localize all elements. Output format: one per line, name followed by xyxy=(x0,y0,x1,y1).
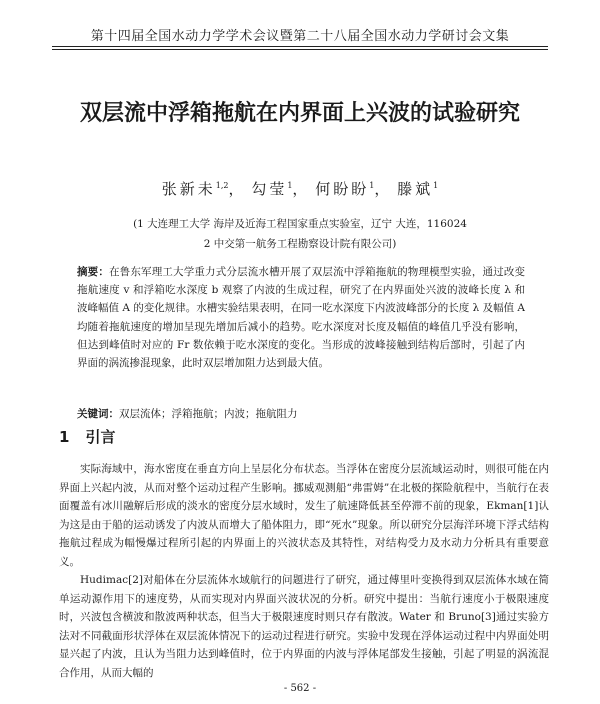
affiliation-line: (1 大连理工大学 海岸及近海工程国家重点实验室，辽宁 大连，116024 xyxy=(133,218,467,230)
affiliation-line: 2 中交第一航务工程勘察设计院有限公司) xyxy=(203,238,397,250)
author-name: 何盼盼 xyxy=(315,180,370,198)
author-separator: ， xyxy=(374,180,390,198)
abstract-text: 在鲁东军理工大学重力式分层流水槽开展了双层流中浮箱拖航的物理模型实验，通过改变拖航速度 v 和浮箱吃水深度 b 观察了内波的生成过程，研究了在内界面处兴波的波峰长度 λ 和波峰幅值 A 的变化规律。水槽实验结果表明，在同一吃水深度下内波波峰部分的长度 λ 及幅值 A 均随着拖航速度的增加呈现先增加后减小的趋势。吃水深度对长度及幅值的峰值几乎没有影响，但达到峰值时对应的 Fr 数依赖于吃水深度的变化。当形成的波峰接触到结构后部时，引起了内界面的涡流掺混现象，此时双层增加阻力达到最大值。 xyxy=(77,266,526,370)
keywords xyxy=(77,406,525,421)
author-separator: ， xyxy=(292,180,308,198)
body-text xyxy=(59,460,549,682)
author-affiliation-mark: 1 xyxy=(433,181,439,190)
author-name: 滕斌 xyxy=(397,180,434,198)
author-affiliation-mark: 1 xyxy=(369,181,375,190)
author-affiliation-mark: 1 xyxy=(287,181,293,190)
header-rule xyxy=(52,46,548,50)
author-name: 张新未 xyxy=(161,180,216,198)
author-separator: ， xyxy=(228,180,244,198)
author-name: 勾莹 xyxy=(251,180,288,198)
page-number: - 562 - xyxy=(283,683,317,694)
section-heading xyxy=(59,426,115,447)
keywords-text: 双层流体；浮箱拖航；内波；拖航阻力 xyxy=(119,408,298,420)
author-affiliation-mark: 1,2 xyxy=(215,181,229,190)
body-paragraph: Hudimac[2]对船体在分层流体水域航行的问题进行了研究，通过傅里叶变换得到双层流体水域在简单运动源作用下的速度势，从而实现对内界面兴波状况的分析。研究中提出：当航行速度小于极限速度时，兴波包含横波和散波两种状态，但当大于极限速度时则只存有散波。Water 和 Bruno[3]通过实验方法对不同截面形状浮体在双层流体情况下的运动过程进行研究。实验中发现在浮体运动过程中内界面处明显兴起了内波，且认为当阻力达到峰值时，位于内界面的内波与浮体尾部发生接触，引起了明显的涡流混合作用，从而大幅的 xyxy=(59,574,549,679)
abstract-label: 摘要： xyxy=(77,266,110,278)
abstract xyxy=(77,263,525,372)
body-paragraph: 实际海域中，海水密度在垂直方向上呈层化分布状态。当浮体在密度分层流域运动时，则很可能在内界面上兴起内波，从而对整个运动过程产生影响。挪威观测船“弗雷姆”在北极的探险航程中，当航行在表面覆盖有冰川融解后形成的淡水的密度分层水域时，发生了航速降低甚至停滞不前的现象，Ekman[1]认为这是由于船的运动诱发了内波从而增大了船体阻力，即“死水”现象。所以研究分层海洋环境下浮式结构拖航过程成为幅慢爆过程所引起的内界面上的兴波状态及其特性，对结构受力及水动力分析具有重要意义。 xyxy=(59,463,549,568)
paper-title: 双层流中浮箱拖航在内界面上兴波的试验研究 xyxy=(79,101,520,126)
keywords-label: 关键词： xyxy=(77,408,119,420)
section-title: 引言 xyxy=(85,428,116,446)
section-number: 1 xyxy=(59,428,70,446)
author-list xyxy=(60,178,540,199)
running-head: 第十四届全国水动力学学术会议暨第二十八届全国水动力学研讨会文集 xyxy=(90,29,510,44)
